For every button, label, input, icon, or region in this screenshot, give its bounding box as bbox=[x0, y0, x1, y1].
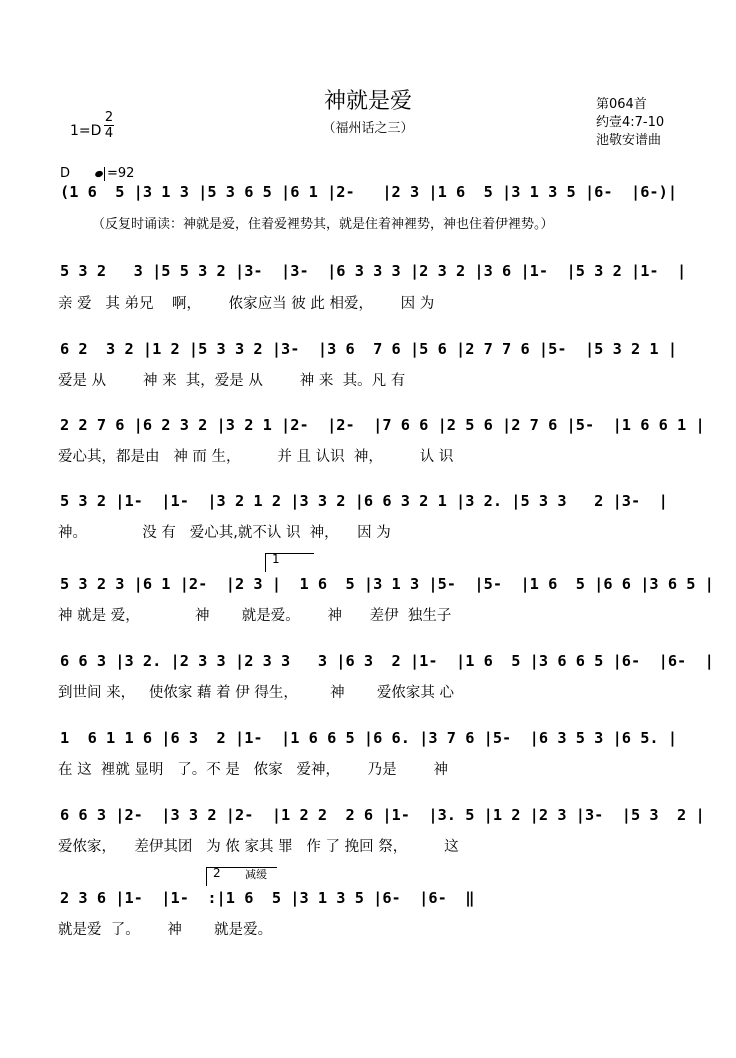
lyrics-line-4: 爱心其，都是由 神 而 生， 并 且 认识 神， 认 识 bbox=[58, 449, 454, 465]
score-line-6: 5 3 2 3 |6 1 |2- |2 3 | 1 6 5 |3 1 3 |5- |5- |1 6 5 |6 6 |3 6 5 | bbox=[60, 575, 714, 593]
scripture-reference: 约壹4:7-10 bbox=[596, 115, 665, 130]
subtitle: （福州话之三） bbox=[322, 121, 414, 136]
score-line-1: (1 6 5 |3 1 3 |5 3 6 5 |6 1 |2- |2 3 |1 6 5 |3 1 3 5 |6- |6-)| bbox=[60, 183, 678, 201]
lyrics-line-7: 到世间 来， 使侬家 藉 着 伊 得生， 神 爱侬家其 心 bbox=[58, 685, 455, 701]
composer: 池敬安谱曲 bbox=[596, 133, 662, 148]
lyrics-line-2: 亲 爱 其 弟兄 啊， 侬家应当 彼 此 相爱， 因 为 bbox=[58, 296, 435, 312]
lyrics-line-5: 神。 没 有 爱心其,就不认 识 神， 因 为 bbox=[58, 525, 391, 541]
lyrics-line-10: 就是爱 了。 神 就是爱。 bbox=[58, 922, 273, 938]
recitation-note: （反复时诵读：神就是爱，住着爱裡势其，就是住着神裡势，神也住着伊裡势。） bbox=[92, 217, 554, 232]
score-line-8: 1 6 1 1 6 |6 3 2 |1- |1 6 6 5 |6 6. |3 7 6 |5- |6 3 5 3 |6 5. | bbox=[60, 729, 678, 747]
score-line-7: 6 6 3 |3 2. |2 3 3 |2 3 3 3 |6 3 2 |1- |1 6 5 |3 6 6 5 |6- |6- | bbox=[60, 652, 714, 670]
score-line-5: 5 3 2 |1- |1- |3 2 1 2 |3 3 2 |6 6 3 2 1 |3 2. |5 3 3 2 |3- | bbox=[60, 492, 668, 510]
score-line-9: 6 6 3 |2- |3 3 2 |2- |1 2 2 2 6 |1- |3. 5 |1 2 |2 3 |3- |5 3 2 | bbox=[60, 806, 705, 824]
tempo-marking bbox=[95, 166, 134, 181]
score-line-4: 2 2 7 6 |6 2 3 2 |3 2 1 |2- |2- |7 6 6 |2 5 6 |2 7 6 |5- |1 6 6 1 | bbox=[60, 416, 705, 434]
score-line-2: 5 3 2 3 |5 5 3 2 |3- |3- |6 3 3 3 |2 3 2 |3 6 |1- |5 3 2 |1- | bbox=[60, 262, 687, 280]
lyrics-line-9: 爱侬家， 差伊其团 为 侬 家其 罪 作 了 挽回 祭， 这 bbox=[58, 839, 459, 855]
time-signature bbox=[104, 111, 114, 140]
tempo-value: =92 bbox=[107, 166, 135, 181]
volta-1-bracket bbox=[265, 553, 314, 572]
time-signature-top: 2 bbox=[104, 110, 114, 125]
volta-2-bracket bbox=[206, 867, 277, 886]
page-title: 神就是爱 bbox=[323, 89, 412, 114]
lyrics-line-6: 神 就是 爱， 神 就是爱。 神 差伊 独生子 bbox=[58, 608, 452, 624]
performance-mark: D bbox=[60, 166, 71, 181]
quarter-note-icon bbox=[94, 169, 104, 177]
volta-1-label: 1 bbox=[272, 552, 280, 566]
hymn-number: 第064首 bbox=[596, 97, 647, 112]
note-stem bbox=[104, 167, 105, 181]
volta-2-label: 2 bbox=[213, 866, 221, 880]
key-signature: 1=D bbox=[70, 123, 102, 139]
lyrics-line-3: 爱是 从 神 来 其，爱是 从 神 来 其。凡 有 bbox=[58, 373, 406, 389]
lyrics-line-8: 在 这 裡就 显明 了。不 是 侬家 爱神， 乃是 神 bbox=[58, 762, 449, 778]
volta-2-tempo-note: 减缓 bbox=[245, 868, 267, 881]
score-line-10: 2 3 6 |1- |1- :|1 6 5 |3 1 3 5 |6- |6- ‖ bbox=[60, 889, 475, 907]
score-line-3: 6 2 3 2 |1 2 |5 3 3 2 |3- |3 6 7 6 |5 6 |2 7 7 6 |5- |5 3 2 1 | bbox=[60, 340, 678, 358]
time-signature-bottom: 4 bbox=[104, 126, 114, 141]
